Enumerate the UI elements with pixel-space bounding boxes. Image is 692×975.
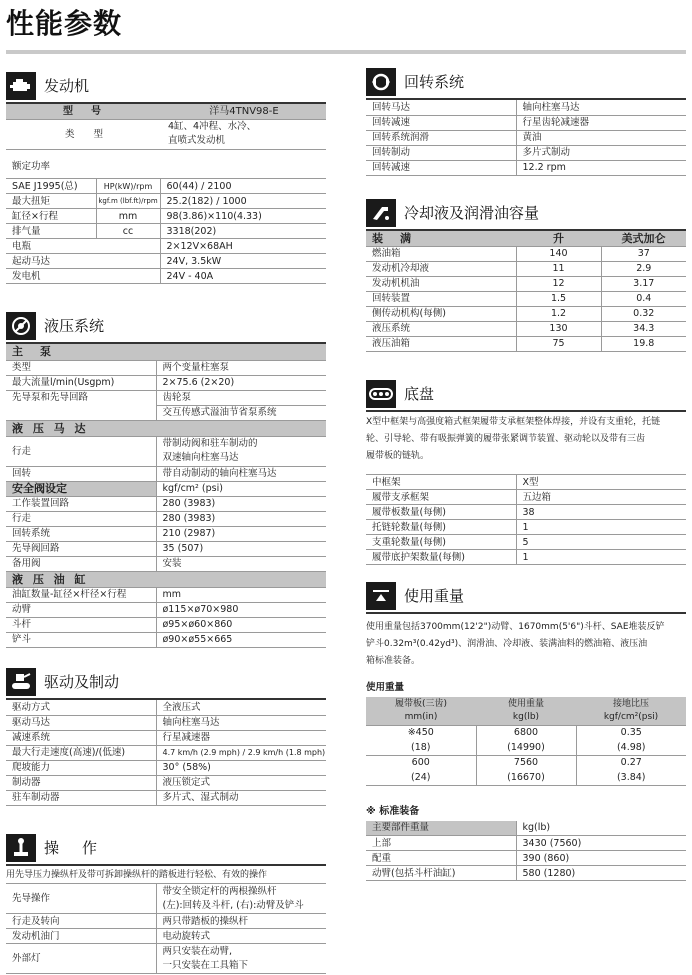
type-label: 类 型 xyxy=(6,119,162,149)
model-value: 洋马4TNV98-E xyxy=(162,104,326,119)
joystick-icon xyxy=(6,834,36,862)
table-row: 发动机机油 12 3.17 xyxy=(366,276,686,291)
type-value-line: 4缸、4冲程、水冷、 xyxy=(168,121,257,132)
table-row: 回转系统 210 (2987) xyxy=(6,526,326,541)
table-row: 燃油箱 140 37 xyxy=(366,246,686,261)
table-row: 备用阀 安装 xyxy=(6,556,326,571)
table-row: 交互传感式溢油节省泵系统 xyxy=(6,405,326,420)
swing-table xyxy=(366,100,686,176)
table-row: 先导泵和先导回路 齿轮泵 xyxy=(6,390,326,405)
type-value-line: 直喷式发动机 xyxy=(168,135,226,146)
table-row: 中框架 X型 xyxy=(366,475,686,490)
main-pump-band: 主 泵 xyxy=(6,344,326,360)
table-row: 动臂 ø115×ø70×980 xyxy=(6,602,326,617)
operation-note: 用先导压力操纵杆及带可拆卸操纵杆的踏板进行轻松、有效的操作 xyxy=(6,870,268,880)
table-row: 托链轮数量(每侧) 1 xyxy=(366,520,686,535)
swing-title: 回转系统 xyxy=(404,73,465,91)
swing-icon xyxy=(366,68,396,96)
coolant-section xyxy=(366,199,686,352)
table-row: 爬坡能力 30° (58%) xyxy=(6,760,326,775)
weight-section xyxy=(366,582,686,881)
table-row: 发动机油门 电动旋转式 xyxy=(6,929,326,944)
drive-table xyxy=(6,700,326,806)
table-row: 支重轮数量(每侧) 5 xyxy=(366,535,686,550)
table-row: 600 7560 0.27 xyxy=(366,755,686,770)
table-row: 发动机冷却液 11 2.9 xyxy=(366,261,686,276)
hydraulic-section xyxy=(6,312,326,648)
table-row: 减速系统 行星减速器 xyxy=(6,730,326,745)
engine-title: 发动机 xyxy=(44,77,90,95)
table-row: 行走 带制动阀和驻车制动的 双速轴向柱塞马达 xyxy=(6,436,326,466)
standard-equipment-label: ※ 标准装备 xyxy=(366,805,420,817)
table-row: 履带板数量(每侧) 38 xyxy=(366,505,686,520)
table-row: 驻车制动器 多片式、湿式制动 xyxy=(6,790,326,805)
table-row: 行走及转向 两只带踏板的操纵杆 xyxy=(6,914,326,929)
table-row: 液压系统 130 34.3 xyxy=(366,321,686,336)
table-header: 装 满 升 美式加仑 xyxy=(366,231,686,246)
table-row: ※450 6800 0.35 xyxy=(366,725,686,740)
table-row: 回转制动 多片式制动 xyxy=(366,145,686,160)
table-row: 回转减速 12.2 rpm xyxy=(366,160,686,175)
table-row: 油缸数量-缸径×杆径×行程 mm xyxy=(6,587,326,602)
engine-icon xyxy=(6,72,36,100)
coolant-title: 冷却液及润滑油容量 xyxy=(404,204,540,222)
operation-section xyxy=(6,834,326,974)
table-row: 制动器 液压锁定式 xyxy=(6,775,326,790)
engine-table xyxy=(6,104,326,150)
table-header: 履带板(三齿) mm(in) 使用重量 kg(lb) 接地比压 kgf/cm²(psi) xyxy=(366,697,686,725)
table-row: 履带底护架数量(每侧) 1 xyxy=(366,550,686,565)
table-row: SAE J1995(总) HP(kW)/rpm 60(44) / 2100 xyxy=(6,179,326,194)
table-row: (24) (16670) (3.84) xyxy=(366,770,686,785)
swing-section xyxy=(366,68,686,176)
table-row: 发电机 24V - 40A xyxy=(6,269,326,284)
engine-power-table xyxy=(6,158,326,285)
crawler-icon xyxy=(6,668,36,696)
weight-note: 使用重量包括3700mm(12'2")动臂、1670mm(5'6")斗杆、SAE堆装反铲 铲斗0.32m³(0.42yd³)、润滑油、冷却液、装满油料的燃油箱、液压油 箱标准装备。 xyxy=(366,622,665,666)
track-icon xyxy=(366,380,396,408)
table-row: 行走 280 (3983) xyxy=(6,511,326,526)
table-row: 排气量 cc 3318(202) xyxy=(6,224,326,239)
table-row: 起动马达 24V, 3.5kW xyxy=(6,254,326,269)
table-row: 铲斗 ø90×ø55×665 xyxy=(6,632,326,647)
table-row: 履带支承框架 五边箱 xyxy=(366,490,686,505)
table-row: 工作装置回路 280 (3983) xyxy=(6,496,326,511)
weight-title: 使用重量 xyxy=(404,587,465,605)
operation-table xyxy=(6,883,326,974)
table-row: 回转装置 1.5 0.4 xyxy=(366,291,686,306)
chassis-section xyxy=(366,380,686,565)
model-label: 型 号 xyxy=(6,104,162,119)
table-row: 配重 390 (860) xyxy=(366,851,686,866)
component-weight-table xyxy=(366,821,686,882)
drive-section xyxy=(6,668,326,806)
table-row: 动臂(包括斗杆油缸) 580 (1280) xyxy=(366,866,686,881)
table-row: 驱动马达 轴向柱塞马达 xyxy=(6,715,326,730)
rated-label: 额定功率 xyxy=(12,160,51,172)
weight-icon xyxy=(366,582,396,610)
table-row: 回转减速 行星齿轮减速器 xyxy=(366,115,686,130)
chassis-table xyxy=(366,474,686,565)
cylinder-band: 液 压 油 缸 xyxy=(6,571,326,587)
table-row: 类型 两个变量柱塞泵 xyxy=(6,360,326,375)
drive-title: 驱动及制动 xyxy=(44,673,120,691)
table-row: 驱动方式 全液压式 xyxy=(6,700,326,715)
table-row: 最大行走速度(高速)/(低速) 4.7 km/h (2.9 mph) / 2.9 km/h (1.8 mph) xyxy=(6,745,326,760)
table-row: 回转马达 轴向柱塞马达 xyxy=(366,100,686,115)
table-row: 电瓶 2×12V×68AH xyxy=(6,239,326,254)
table-row: 上部 3430 (7560) xyxy=(366,836,686,851)
table-row: 最大扭矩 kgf.m (lbf.ft)/rpm 25.2(182) / 1000 xyxy=(6,194,326,209)
operation-title: 操 作 xyxy=(44,839,102,857)
weight-sub-label: 使用重量 xyxy=(366,682,405,693)
table-row: 回转 带自动制动的轴向柱塞马达 xyxy=(6,466,326,481)
title-divider xyxy=(6,50,686,54)
table-row: 斗杆 ø95×ø60×860 xyxy=(6,617,326,632)
table-row: 最大流量l/min(Usgpm) 2×75.6 (2×20) xyxy=(6,375,326,390)
hydraulic-icon xyxy=(6,312,36,340)
hydraulic-table: 主 泵 类型 两个变量柱塞泵 最大流量l/min(Usgpm) 2×75.6 (2×20) 先导泵和先导回路 齿轮泵 交互传感式溢油节省泵系统 液 压 马 达 行走 带制动阀和驻车制动的 双速轴向柱塞马达 回转 带自动制动的轴向柱塞马达 安全阀设定 kgf/cm² (psi) 工作装置回路 280 (3983) 行走 280 (3983) 回转系统 210 (2987) 先导阀回路 35 (507) 备用阀 安装 液 压 油 缸 油缸数量-缸径×杆径×行程 mm 动臂 ø115×ø70×980 斗杆 ø95×ø60×860 铲斗 ø90×ø55×665 xyxy=(6,344,326,648)
table-row: 先导操作 带安全锁定杆的两根操纵杆 (左):回转及斗杆, (右):动臂及铲斗 xyxy=(6,884,326,914)
table-row: 外部灯 两只安装在动臂, 一只安装在工具箱下 xyxy=(6,944,326,974)
table-row: 先导阀回路 35 (507) xyxy=(6,541,326,556)
table-row: (18) (14990) (4.98) xyxy=(366,740,686,755)
table-row: 主要部件重量 kg(lb) xyxy=(366,821,686,836)
hydraulic-title: 液压系统 xyxy=(44,317,105,335)
relief-band: 安全阀设定 xyxy=(6,481,156,496)
table-row: 缸径×行程 mm 98(3.86)×110(4.33) xyxy=(6,209,326,224)
chassis-title: 底盘 xyxy=(404,385,435,403)
coolant-icon xyxy=(366,199,396,227)
table-row: 侧传动机构(每侧) 1.2 0.32 xyxy=(366,306,686,321)
page-title: 性能参数 xyxy=(6,7,123,40)
table-row: 回转系统润滑 黄油 xyxy=(366,130,686,145)
motor-band: 液 压 马 达 xyxy=(6,420,326,436)
table-row: 液压油箱 75 19.8 xyxy=(366,336,686,351)
weight-table xyxy=(366,697,686,786)
chassis-note: X型中框架与高强度箱式框架履带支承框架整体焊接，并设有支重轮，托链 轮、引导轮、带有吸振弹簧的履带张紧调节装置、驱动轮以及带有三齿 履带板的链轨。 xyxy=(366,417,661,461)
engine-section xyxy=(6,72,326,284)
coolant-table xyxy=(366,231,686,352)
